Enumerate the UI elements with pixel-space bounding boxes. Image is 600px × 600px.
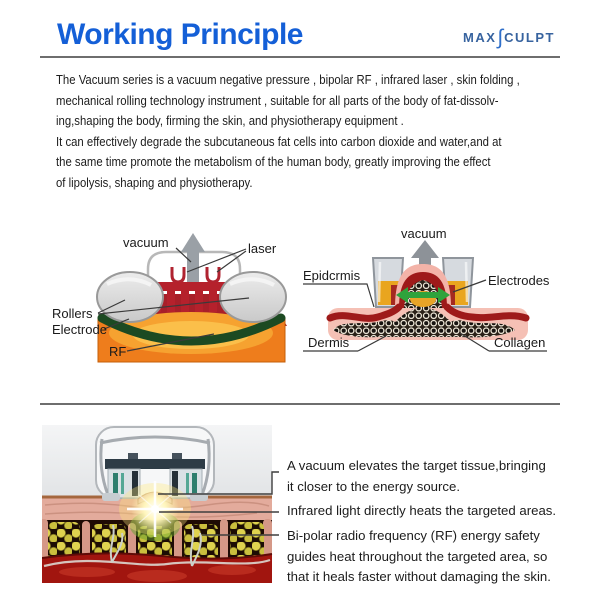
text-line: A vacuum elevates the target tissue,bringing <box>287 458 546 473</box>
section-divider <box>40 403 560 405</box>
vacuum-arrow-head <box>411 240 439 258</box>
label-electrode: Electrode <box>52 322 107 337</box>
text-line: the same time promote the metabolism of the human body, greatly improving the effect <box>56 154 491 170</box>
label-dermis: Dermis <box>308 335 350 350</box>
page-title: Working Principle <box>57 18 303 51</box>
probe-right-highlight <box>466 262 467 302</box>
label-electrodes: Electrodes <box>488 273 550 288</box>
brand-s-icon: ∫ <box>497 25 504 49</box>
callout-text-vacuum <box>287 456 546 497</box>
text-line: The Vacuum series is a vacuum negative pressure , bipolar RF , infrared laser , skin folding , <box>56 72 520 87</box>
label-vacuum: vacuum <box>123 235 169 250</box>
text-line: It can effectively degrade the subcutaneous fat cells into carbon dioxide and water,and at <box>56 133 502 149</box>
brand-logo-suffix: CULPT <box>504 30 555 45</box>
text-line: mechanical rolling technology instrument , suitable for all parts of the body of fat-dissolv- <box>56 92 499 108</box>
intro-text <box>56 70 595 194</box>
text-line: guides heat throughout the targeted area, so <box>287 548 548 564</box>
working-principle-diagrams <box>40 222 560 372</box>
label-rf: RF <box>109 344 127 359</box>
vacuum-arrow-shaft <box>187 250 199 284</box>
probe-left-highlight <box>379 262 380 302</box>
skin-electrodes-diagram <box>303 226 550 351</box>
text-line: Bi-polar radio frequency (RF) energy safety <box>287 528 540 543</box>
label-epidermis: Epidcrmis <box>303 268 361 283</box>
text-line: that it heals faster without damaging the skin. <box>287 569 551 584</box>
vacuum-roller-rf-diagram <box>52 233 287 362</box>
label-laser: laser <box>248 241 277 256</box>
text-line: Infrared light directly heats the targeted areas. <box>287 503 557 518</box>
callout-text-rf <box>287 526 551 588</box>
text-line: of lipolysis, shaping and physiotherapy. <box>56 174 253 190</box>
label-vacuum: vacuum <box>401 226 447 241</box>
header-divider <box>40 56 560 58</box>
brand-logo-prefix: MAX <box>463 30 497 45</box>
text-line: ing,shaping the body, firming the skin, and physiotherapy equipment . <box>56 113 404 129</box>
text-line: it closer to the energy source. <box>287 478 460 494</box>
brand-logo <box>463 25 555 49</box>
callout-text-infrared <box>287 501 556 522</box>
label-collagen: Collagen <box>494 335 546 350</box>
vacuum-arrow-head <box>181 233 205 252</box>
treatment-illustration <box>42 425 285 600</box>
label-rollers: Rollers <box>52 306 93 321</box>
